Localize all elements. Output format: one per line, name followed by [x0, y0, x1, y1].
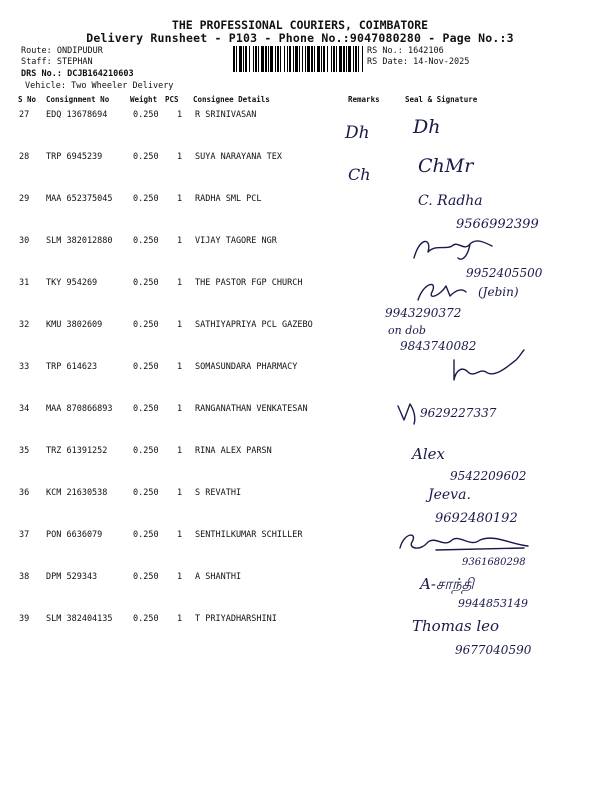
row-consignee: SOMASUNDARA PHARMACY: [195, 362, 298, 372]
row-consignee: A SHANTHI: [195, 572, 242, 582]
row-consignee: SATHIYAPRIYA PCL GAZEBO: [195, 320, 313, 330]
table-row: [0, 110, 600, 152]
row-pcs: 1: [177, 236, 183, 246]
barcode-bar: [321, 46, 322, 72]
row-consignee: S REVATHI: [195, 488, 242, 498]
barcode-bar: [270, 46, 273, 72]
row-pcs: 1: [177, 110, 183, 120]
barcode-bar: [331, 46, 332, 72]
barcode-bar: [358, 46, 359, 72]
signature-31-note: (Jebin): [478, 285, 519, 299]
row-weight: 0.250: [133, 320, 159, 330]
row-sno: 39: [19, 614, 30, 624]
row-consignee: SUYA NARAYANA TEX: [195, 152, 282, 162]
table-row: [0, 362, 600, 404]
row-sno: 33: [19, 362, 30, 372]
table-row: [0, 530, 600, 572]
row-sno: 35: [19, 446, 30, 456]
signature-38-name: A-சாந்தி: [420, 575, 474, 593]
barcode-bar: [261, 46, 264, 72]
col-header-consignment: Consignment No: [46, 95, 110, 104]
row-consignee: VIJAY TAGORE NGR: [195, 236, 277, 246]
remark-27: Dh: [345, 123, 370, 143]
barcode-bar: [258, 46, 259, 72]
signature-28: ChMr: [418, 155, 474, 177]
barcode-bar: [253, 46, 254, 72]
rs-date-label: RS Date:: [367, 57, 408, 67]
row-sno: 31: [19, 278, 30, 288]
barcode-bar: [307, 46, 310, 72]
rs-no-value: 1642106: [407, 46, 444, 56]
signature-38-phone: 9944853149: [458, 597, 528, 610]
row-consignment-no: SLM 382404135: [46, 614, 113, 624]
signature-39-name: Thomas leo: [412, 617, 500, 635]
row-pcs: 1: [177, 152, 183, 162]
table-row: [0, 236, 600, 278]
row-consignee: R SRINIVASAN: [195, 110, 257, 120]
row-pcs: 1: [177, 362, 183, 372]
col-header-weight: Weight: [130, 95, 158, 104]
row-weight: 0.250: [133, 152, 159, 162]
row-pcs: 1: [177, 530, 183, 540]
barcode-bar: [333, 46, 335, 72]
barcode-bar: [299, 46, 300, 72]
barcode-bar: [362, 46, 363, 72]
row-sno: 27: [19, 110, 30, 120]
rs-no-line: [367, 46, 444, 56]
row-weight: 0.250: [133, 236, 159, 246]
barcode-bar: [255, 46, 257, 72]
row-pcs: 1: [177, 404, 183, 414]
table-row: [0, 194, 600, 236]
barcode-bar: [343, 46, 345, 72]
barcode-bar: [280, 46, 281, 72]
row-sno: 36: [19, 488, 30, 498]
barcode-bar: [233, 46, 235, 72]
row-weight: 0.250: [133, 194, 159, 204]
col-header-consignee: Consignee Details: [193, 95, 270, 104]
row-consignment-no: TKY 954269: [46, 278, 98, 288]
barcode-image: [233, 46, 363, 72]
col-header-signature: Seal & Signature: [405, 95, 478, 104]
drs-value: DCJB164210603: [67, 69, 134, 79]
row-pcs: 1: [177, 614, 183, 624]
barcode-bar: [277, 46, 279, 72]
row-pcs: 1: [177, 194, 183, 204]
barcode-bar: [268, 46, 269, 72]
route-line: [21, 46, 103, 56]
row-consignment-no: PON 6636079: [46, 530, 103, 540]
route-label: Route:: [21, 46, 52, 56]
row-consignment-no: MAA 652375045: [46, 194, 113, 204]
row-consignment-no: MAA 870866893: [46, 404, 113, 414]
barcode-bar: [311, 46, 313, 72]
signature-32-phone: 9843740082: [400, 339, 477, 353]
barcode-bar: [339, 46, 342, 72]
barcode-bar: [317, 46, 320, 72]
signature-36-name: Jeeva.: [428, 487, 471, 503]
row-weight: 0.250: [133, 404, 159, 414]
row-sno: 38: [19, 572, 30, 582]
row-consignee: RADHA SML PCL: [195, 194, 262, 204]
row-sno: 32: [19, 320, 30, 330]
staff-value: STEPHAN: [56, 57, 93, 67]
row-weight: 0.250: [133, 362, 159, 372]
row-pcs: 1: [177, 320, 183, 330]
barcode-bar: [289, 46, 291, 72]
table-row: [0, 404, 600, 446]
row-sno: 28: [19, 152, 30, 162]
signature-35-phone: 9542209602: [450, 469, 527, 483]
row-pcs: 1: [177, 572, 183, 582]
staff-line: [21, 57, 93, 67]
row-consignment-no: KMU 3802609: [46, 320, 103, 330]
row-weight: 0.250: [133, 278, 159, 288]
row-sno: 30: [19, 236, 30, 246]
vehicle-line: [25, 81, 173, 91]
signature-30-phone: 9952405500: [466, 266, 543, 280]
barcode-bar: [327, 46, 328, 72]
table-row: [0, 446, 600, 488]
row-consignee: RINA ALEX PARSN: [195, 446, 272, 456]
row-consignment-no: SLM 382012880: [46, 236, 113, 246]
barcode-bar: [323, 46, 325, 72]
barcode-bar: [265, 46, 267, 72]
signature-31-phone: 9943290372: [385, 306, 462, 320]
barcode-bar: [348, 46, 351, 72]
signature-27: Dh: [413, 116, 441, 138]
route-value: ONDIPUDUR: [56, 46, 103, 56]
table-row: [0, 572, 600, 614]
barcode-bar: [275, 46, 276, 72]
barcode-bar: [336, 46, 337, 72]
signature-34-phone: 9629227337: [420, 406, 497, 420]
vehicle-value: Two Wheeler Delivery: [71, 81, 174, 91]
signature-39-phone: 9677040590: [455, 643, 532, 657]
barcode-bar: [284, 46, 285, 72]
barcode-bar: [236, 46, 237, 72]
table-row: [0, 278, 600, 320]
row-consignee: RANGANATHAN VENKATESAN: [195, 404, 308, 414]
rs-no-label: RS No.:: [367, 46, 403, 56]
table-row: [0, 614, 600, 656]
row-consignee: THE PASTOR FGP CHURCH: [195, 278, 303, 288]
barcode-bar: [287, 46, 288, 72]
row-sno: 34: [19, 404, 30, 414]
rs-date-line: [367, 57, 469, 67]
company-title: THE PROFESSIONAL COURIERS, COIMBATORE: [171, 18, 429, 32]
col-header-remarks: Remarks: [348, 95, 380, 104]
row-consignment-no: KCM 21630538: [46, 488, 108, 498]
row-pcs: 1: [177, 488, 183, 498]
barcode-bar: [314, 46, 315, 72]
row-consignment-no: TRZ 61391252: [46, 446, 108, 456]
table-row: [0, 152, 600, 194]
signature-37-phone: 9361680298: [462, 557, 526, 568]
rs-date-value: 14-Nov-2025: [413, 57, 470, 67]
remark-28: Ch: [348, 165, 371, 184]
row-weight: 0.250: [133, 446, 159, 456]
barcode-bar: [245, 46, 247, 72]
row-weight: 0.250: [133, 530, 159, 540]
drs-line: [21, 69, 134, 79]
barcode-bar: [239, 46, 242, 72]
row-consignee: SENTHILKUMAR SCHILLER: [195, 530, 303, 540]
table-row: [0, 320, 600, 362]
table-row: [0, 488, 600, 530]
row-sno: 37: [19, 530, 30, 540]
barcode-bar: [302, 46, 303, 72]
row-pcs: 1: [177, 278, 183, 288]
drs-label: DRS No.:: [21, 69, 62, 79]
barcode-bar: [249, 46, 250, 72]
col-header-sno: S No: [18, 95, 37, 104]
row-weight: 0.250: [133, 572, 159, 582]
row-consignment-no: TRP 6945239: [46, 152, 103, 162]
row-sno: 29: [19, 194, 30, 204]
row-consignment-no: EDQ 13678694: [46, 110, 108, 120]
row-weight: 0.250: [133, 110, 159, 120]
row-weight: 0.250: [133, 614, 159, 624]
barcode-bar: [293, 46, 294, 72]
vehicle-label: Vehicle:: [25, 81, 66, 91]
signature-36-phone: 9692480192: [435, 511, 518, 526]
signature-29-name: C. Radha: [418, 193, 483, 209]
staff-label: Staff:: [21, 57, 52, 67]
barcode-bar: [295, 46, 298, 72]
signature-29-phone: 9566992399: [456, 217, 539, 232]
barcode-bar: [353, 46, 354, 72]
barcode-bar: [346, 46, 347, 72]
row-weight: 0.250: [133, 488, 159, 498]
barcode-bar: [355, 46, 357, 72]
barcode-bar: [243, 46, 244, 72]
col-header-pcs: PCS: [165, 95, 179, 104]
signature-35-name: Alex: [412, 445, 445, 463]
barcode-bar: [305, 46, 306, 72]
row-consignment-no: TRP 614623: [46, 362, 98, 372]
row-pcs: 1: [177, 446, 183, 456]
signature-32-note: on dob: [388, 324, 426, 337]
row-consignee: T PRIYADHARSHINI: [195, 614, 277, 624]
row-consignment-no: DPM 529343: [46, 572, 98, 582]
runsheet-subtitle: Delivery Runsheet - P103 - Phone No.:9047080280 - Page No.:3: [86, 31, 514, 45]
